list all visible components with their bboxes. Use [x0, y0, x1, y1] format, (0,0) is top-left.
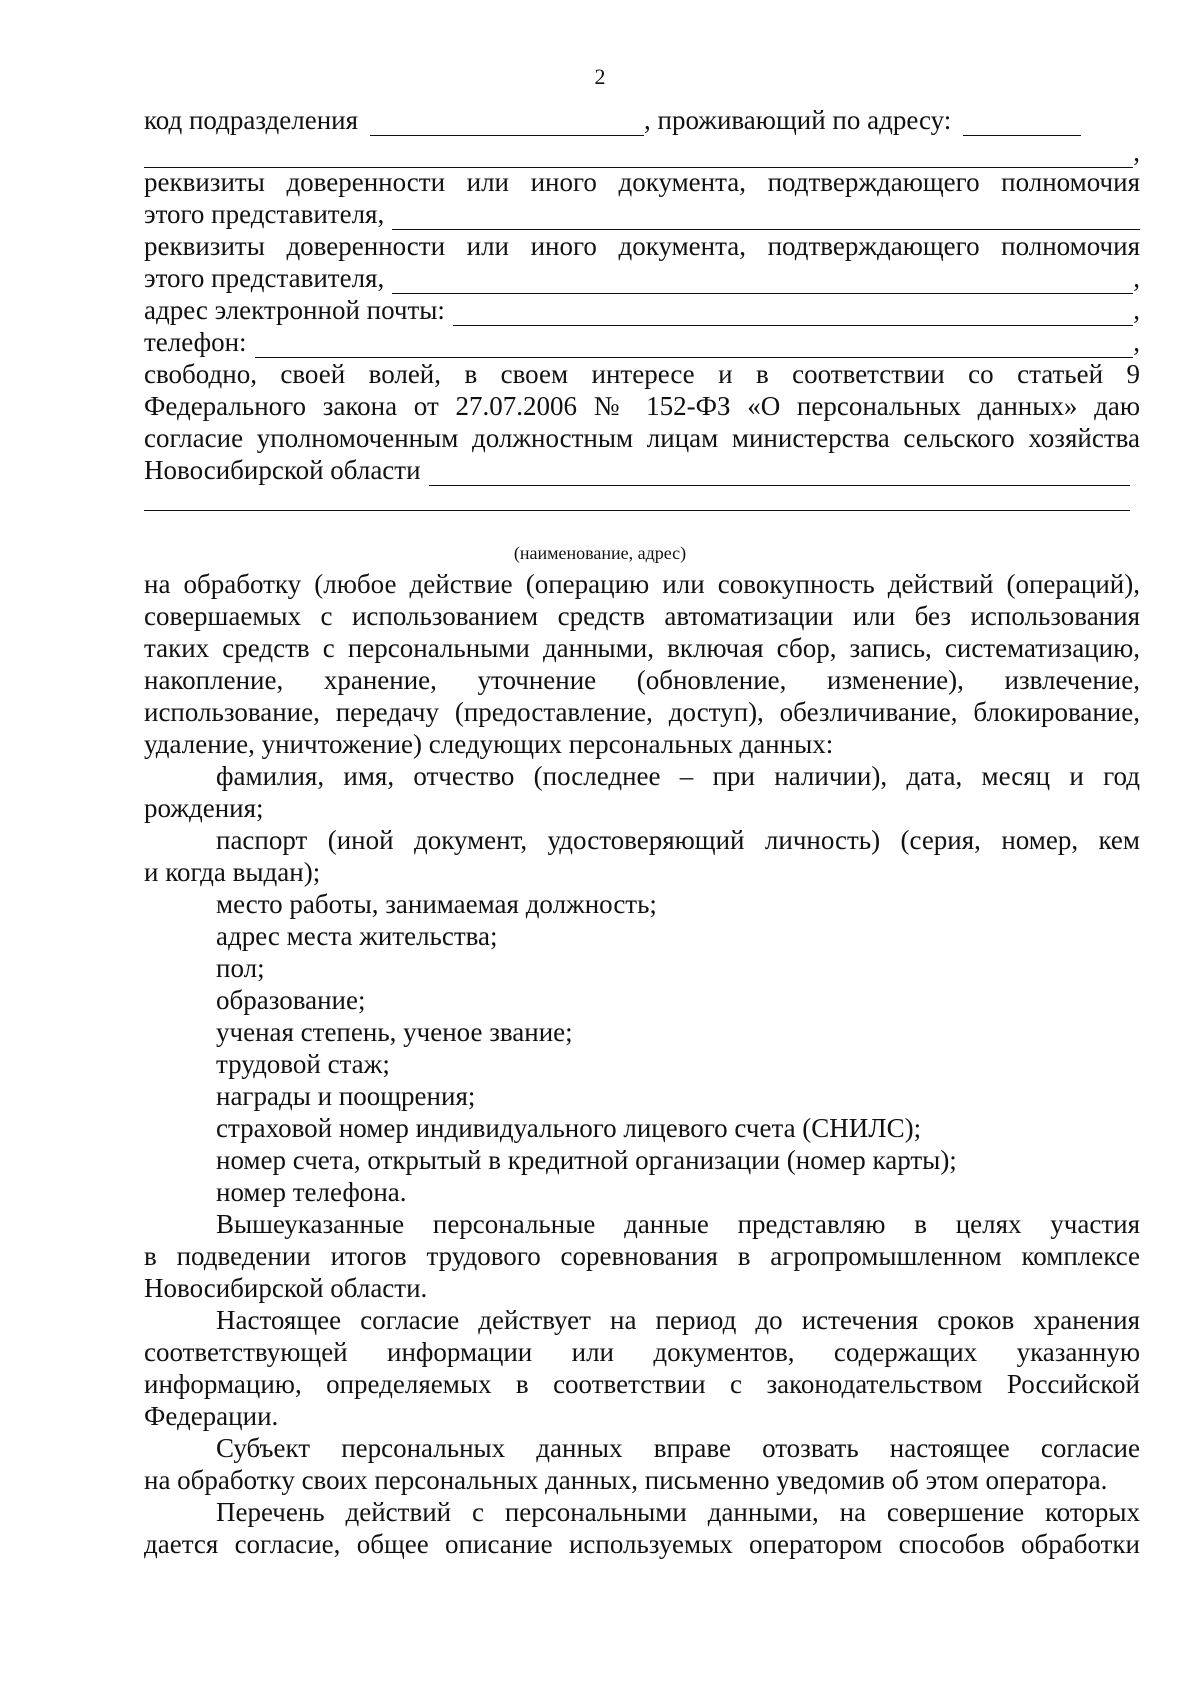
division-code-label: код подразделения	[144, 105, 359, 135]
comma: ,	[1133, 137, 1140, 167]
address-field-continued[interactable]	[144, 142, 1133, 168]
item-phone: номер телефона.	[216, 1177, 407, 1207]
comma: ,	[1133, 263, 1140, 293]
purpose-line-3: Новосибирской области.	[144, 1273, 428, 1303]
processing-line-3: таких средств с персональными данными, включая сбор, запись, систематизацию,	[144, 633, 1140, 663]
processing-line-5: использование, передачу (предоставление, доступ), обезличивание, блокирование,	[144, 697, 1140, 727]
comma: ,	[1133, 295, 1140, 325]
phone-field[interactable]	[255, 332, 1134, 358]
operator-field[interactable]	[429, 460, 1130, 486]
processing-line-1: на обработку (любое действие (операцию или совокупность действий (операций),	[144, 569, 1140, 599]
region-label: Новосибирской области	[144, 455, 421, 485]
rep-doc-line-2	[144, 198, 1140, 230]
validity-line-2: соответствующей информации или документов, содержащих указанную	[144, 1337, 1140, 1367]
validity-line-4: Федерации.	[144, 1401, 279, 1431]
revoke-line-1: Субъект персональных данных вправе отозвать настоящее согласие	[216, 1433, 1140, 1463]
revoke-line-2: на обработку своих персональных данных, письменно уведомив об этом оператора.	[144, 1465, 1108, 1495]
item-education: образование;	[216, 985, 366, 1015]
line-division-code-address	[144, 104, 1140, 136]
item-passport-line-1: паспорт (иной документ, удостоверяющий личность) (серия, номер, кем	[216, 825, 1140, 855]
rep-doc-field-2[interactable]	[392, 268, 1133, 294]
processing-line-4: накопление, хранение, уточнение (обновление, изменение), извлечение,	[144, 665, 1140, 695]
item-work-experience: трудовой стаж;	[216, 1049, 390, 1079]
rep-doc-line-1: реквизиты доверенности или иного документа, подтверждающего полномочия	[144, 167, 1140, 197]
item-passport-line-2: и когда выдан);	[144, 857, 321, 887]
processing-line-2: совершаемых с использованием средств автоматизации или без использования	[144, 601, 1140, 631]
email-field[interactable]	[453, 300, 1133, 326]
phone-label: телефон:	[144, 327, 247, 357]
purpose-line-1: Вышеуказанные персональные данные представляю в целях участия	[216, 1209, 1140, 1239]
item-snils: страховой номер индивидуального лицевого счета (СНИЛС);	[216, 1113, 922, 1143]
item-residence: адрес места жительства;	[216, 921, 498, 951]
rep-doc-field[interactable]	[392, 204, 1140, 230]
actions-line-1: Перечень действий с персональными данными, на совершение которых	[216, 1497, 1140, 1527]
consent-line-1: свободно, своей волей, в своем интересе и в соответствии со статьей 9	[144, 359, 1140, 389]
comma: ,	[1133, 327, 1140, 357]
item-awards: награды и поощрения;	[216, 1081, 476, 1111]
email-label: адрес электронной почты:	[144, 295, 445, 325]
phone-line	[144, 326, 1140, 358]
purpose-line-2: в подведении итогов трудового соревнования в агропромышленном комплексе	[144, 1241, 1140, 1271]
rep-doc-line-3: реквизиты доверенности или иного документа, подтверждающего полномочия	[144, 231, 1140, 261]
item-bank-account: номер счета, открытый в кредитной организации (номер карты);	[216, 1145, 957, 1175]
line-address-continued	[144, 136, 1140, 168]
validity-line-3: информацию, определяемых в соответствии с законодательством Российской	[144, 1369, 1140, 1399]
item-workplace: место работы, занимаемая должность;	[216, 889, 657, 919]
rep-doc-label-2: этого представителя,	[144, 263, 385, 293]
consent-line-2: Федерального закона от 27.07.2006 № 152-ФЗ «О персональных данных» даю	[144, 391, 1140, 421]
rep-doc-label: этого представителя,	[144, 199, 385, 229]
item-full-name-line-2: рождения;	[144, 793, 264, 823]
processing-line-6: удаление, уничтожение) следующих персональных данных:	[144, 729, 834, 759]
division-code-field[interactable]	[370, 110, 644, 136]
consent-line-3: согласие уполномоченным должностным лицам министерства сельского хозяйства	[144, 423, 1140, 453]
item-sex: пол;	[216, 953, 265, 983]
email-line	[144, 294, 1140, 326]
actions-line-2: дается согласие, общее описание используемых оператором способов обработки	[144, 1529, 1140, 1559]
item-degree: ученая степень, ученое звание;	[216, 1017, 573, 1047]
operator-field-continued[interactable]	[144, 510, 1130, 511]
validity-line-1: Настоящее согласие действует на период до истечения сроков хранения	[216, 1305, 1140, 1335]
address-field-start[interactable]	[963, 110, 1081, 136]
item-full-name-line-1: фамилия, имя, отчество (последнее – при наличии), дата, месяц и год	[216, 761, 1140, 791]
page-number: 2	[594, 64, 606, 89]
field-caption: (наименование, адрес)	[513, 543, 687, 563]
rep-doc-line-4	[144, 262, 1140, 294]
consent-line-4	[144, 454, 1140, 486]
address-label: , проживающий по адресу:	[644, 105, 952, 135]
